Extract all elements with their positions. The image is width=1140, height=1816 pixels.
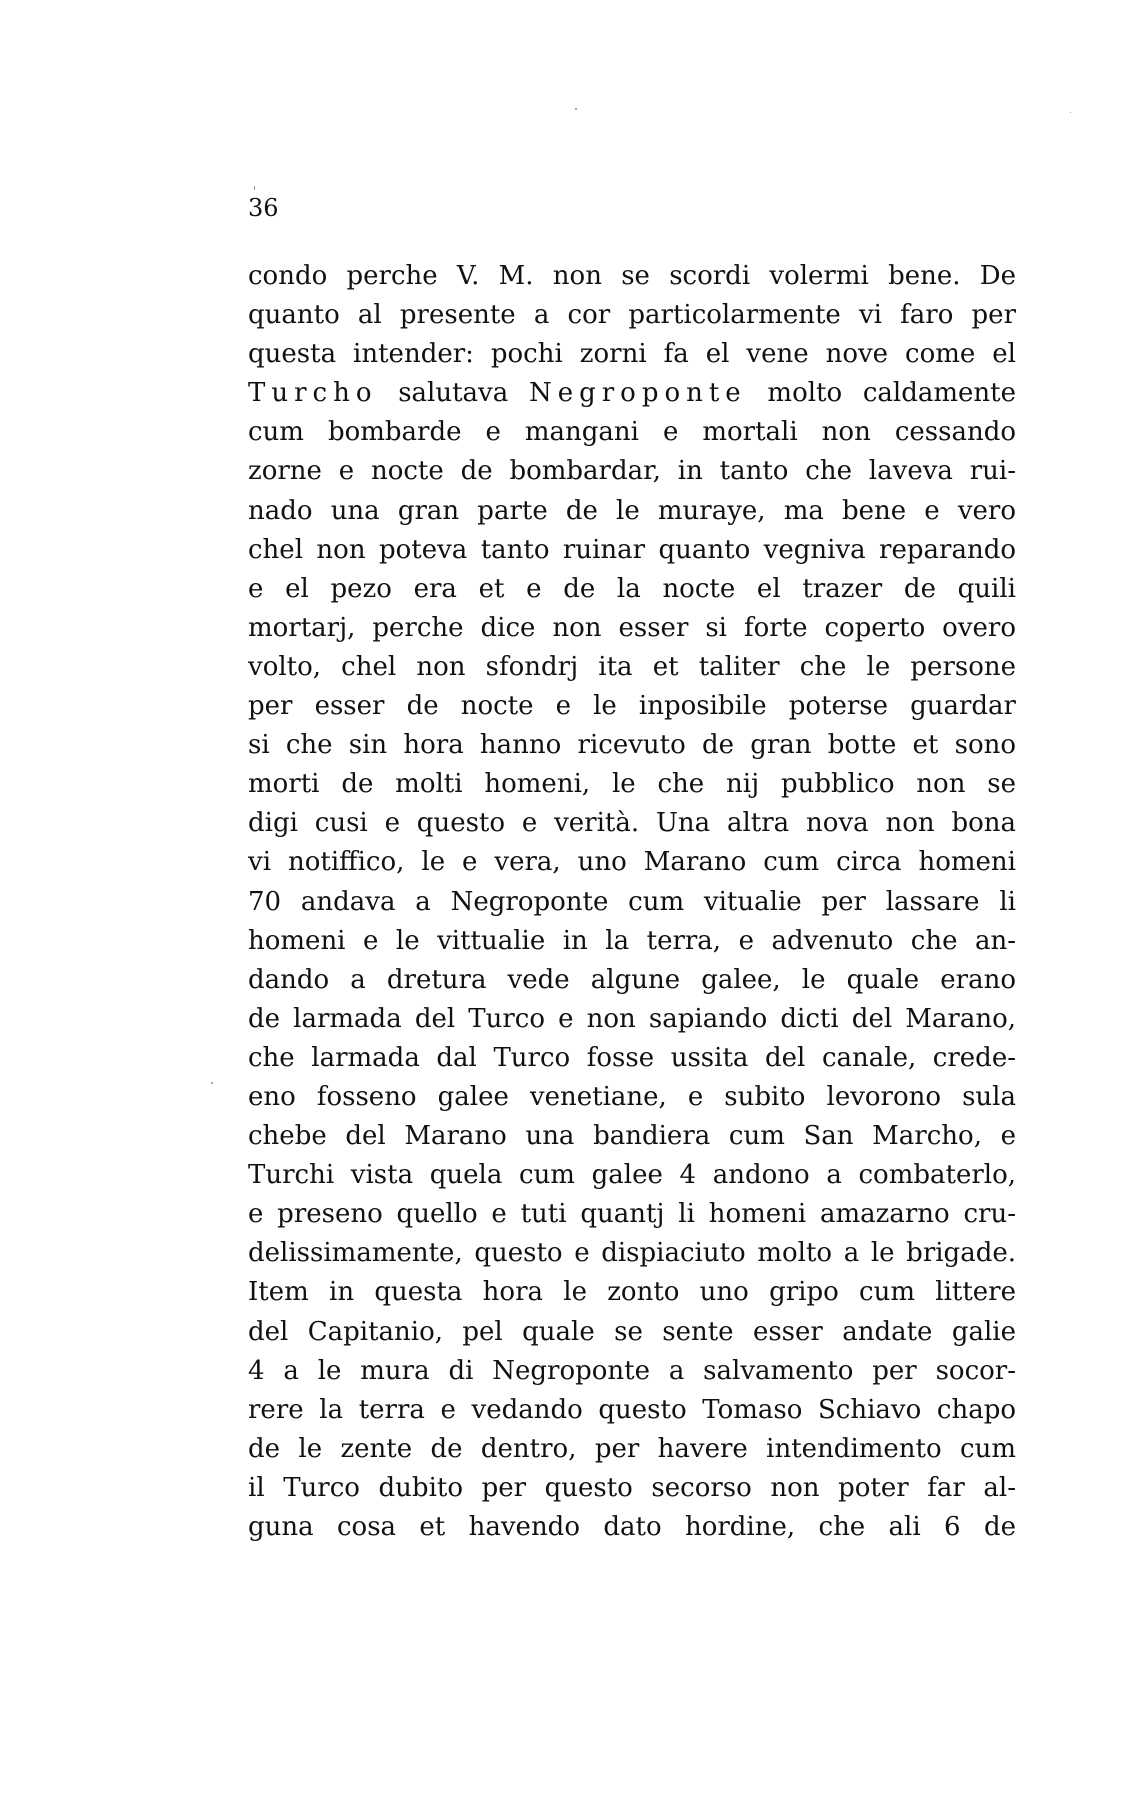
text-line: morti de molti homeni, le che nij pubblico non se	[248, 769, 1016, 800]
text-line: del Capitanio, pel quale se sente esser andate galie	[248, 1316, 1016, 1347]
scan-speck	[211, 1082, 213, 1084]
text-line: delissimamente, questo e dispiaciuto molto a le brigade.	[248, 1238, 1016, 1269]
spaced-word-negroponte: Negroponte	[528, 378, 747, 409]
text-line: nado una gran parte de le muraye, ma bene e vero	[248, 495, 1016, 526]
body-text	[248, 257, 1016, 1547]
text-line	[248, 374, 1016, 413]
text-line: dando a dretura vede algune galee, le quale erano	[248, 964, 1016, 995]
text-line: guna cosa et havendo dato hordine, che ali 6 de	[248, 1512, 1016, 1542]
text-line: Turchi vista quela cum galee 4 andono a combaterlo,	[248, 1160, 1016, 1191]
text-line: chebe del Marano una bandiera cum San Marcho, e	[248, 1121, 1016, 1152]
text-line: zorne e nocte de bombardar, in tanto che laveva rui-	[248, 456, 1016, 487]
text-line: il Turco dubito per questo secorso non poter far al-	[248, 1472, 1016, 1503]
text-line: de larmada del Turco e non sapiando dicti del Marano,	[248, 1003, 1016, 1034]
scan-speck	[254, 186, 255, 190]
text-line: mortarj, perche dice non esser si forte coperto overo	[248, 612, 1016, 643]
text-line: digi cusi e questo e verità. Una altra nova non bona	[248, 808, 1016, 839]
text-line: condo perche V. M. non se scordi volermi bene. De	[248, 261, 1016, 291]
text-line: chel non poteva tanto ruinar quanto vegniva reparando	[248, 534, 1016, 565]
text-line: quanto al presente a cor particolarmente vi faro per	[248, 300, 1016, 331]
text-line: de le zente de dentro, per havere intendimento cum	[248, 1433, 1016, 1464]
text-line: 4 a le mura di Negroponte a salvamento per socor-	[248, 1355, 1016, 1386]
text-line: e el pezo era et e de la nocte el trazer de quili	[248, 573, 1016, 604]
text-line: homeni e le vittualie in la terra, e advenuto che an-	[248, 925, 1016, 956]
text-segment: salutava	[377, 378, 529, 409]
page-number: 36	[248, 194, 279, 222]
text-segment: molto caldamente	[746, 378, 1016, 409]
text-line: per esser de nocte e le inposibile poterse guardar	[248, 691, 1016, 722]
spaced-word-turcho: Turcho	[248, 378, 378, 409]
text-line: che larmada dal Turco fosse ussita del canale, crede-	[248, 1042, 1016, 1073]
scan-speck	[1070, 112, 1071, 113]
text-line: si che sin hora hanno ricevuto de gran botte et sono	[248, 730, 1016, 761]
text-line: rere la terra e vedando questo Tomaso Schiavo chapo	[248, 1394, 1016, 1425]
scan-speck	[575, 108, 577, 110]
text-line: eno fosseno galee venetiane, e subito levorono sula	[248, 1081, 1016, 1112]
text-line: questa intender: pochi zorni fa el vene nove come el	[248, 339, 1016, 370]
text-line: cum bombarde e mangani e mortali non cessando	[248, 417, 1016, 448]
text-line: volto, chel non sfondrj ita et taliter che le persone	[248, 651, 1016, 682]
text-line: vi notiffico, le e vera, uno Marano cum circa homeni	[248, 847, 1016, 878]
text-line: Item in questa hora le zonto uno gripo cum littere	[248, 1277, 1016, 1308]
text-line: 70 andava a Negroponte cum vitualie per lassare li	[248, 886, 1016, 917]
text-line: e preseno quello e tuti quantj li homeni amazarno cru-	[248, 1199, 1016, 1230]
